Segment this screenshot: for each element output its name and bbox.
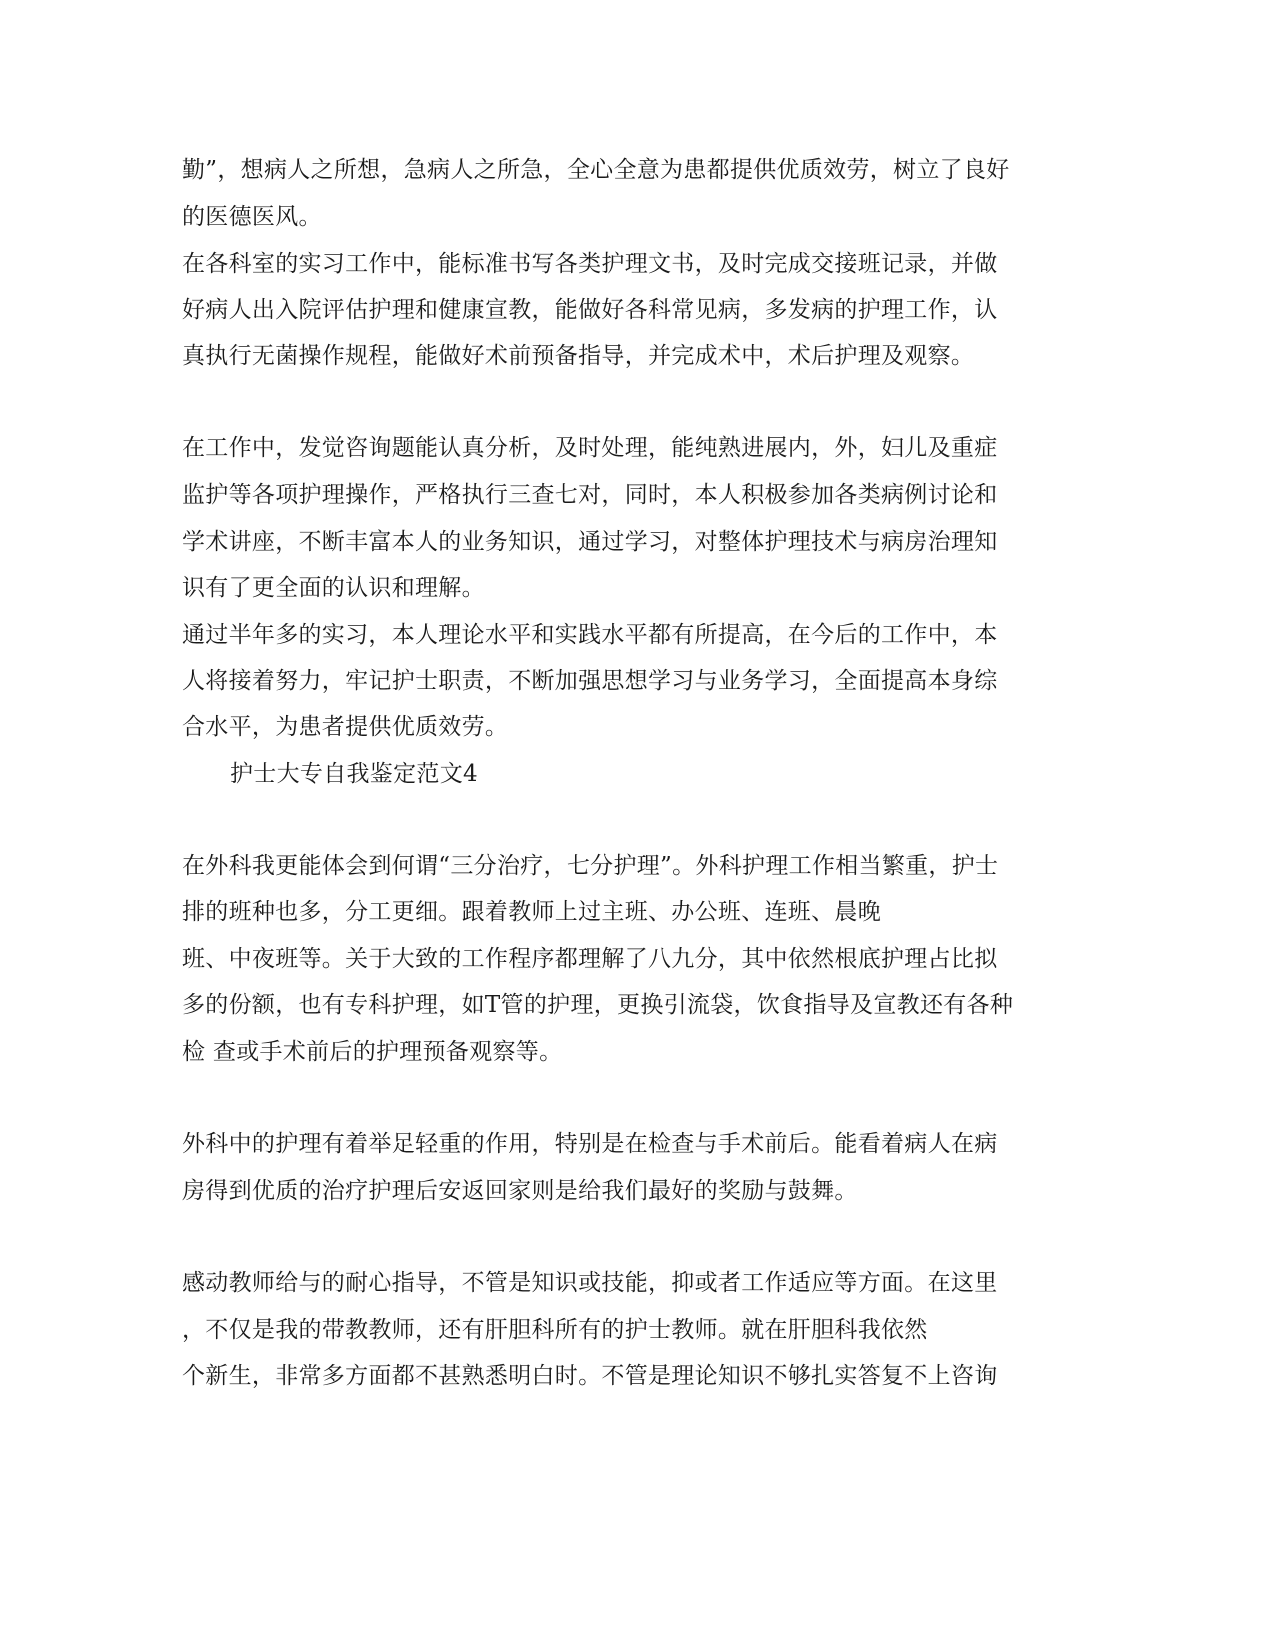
text-line: 感动教师给与的耐心指导，不管是知识或技能，抑或者工作适应等方面。在这里	[182, 1270, 998, 1296]
text-line: 的医德医风。	[182, 204, 322, 230]
text-line: 人将接着努力，牢记护士职责，不断加强思想学习与业务学习，全面提高本身综	[182, 668, 998, 694]
text-line: 学术讲座，不断丰富本人的业务知识，通过学习，对整体护理技术与病房治理知	[182, 529, 998, 555]
text-line: 多的份额，也有专科护理，如T管的护理，更换引流袋，饮食指导及宣教还有各种	[182, 992, 1014, 1018]
text-line: 班、中夜班等。关于大致的工作程序都理解了八九分，其中依然根底护理占比拟	[182, 946, 998, 972]
text-line: 勤”，想病人之所想，急病人之所急，全心全意为患都提供优质效劳，树立了良好	[182, 157, 1010, 183]
text-line: 合水平，为患者提供优质效劳。	[182, 714, 509, 740]
text-line: 在各科室的实习工作中，能标准书写各类护理文书，及时完成交接班记录，并做	[182, 251, 998, 277]
text-line: 监护等各项护理操作，严格执行三查七对，同时，本人积极参加各类病例讨论和	[182, 482, 998, 508]
text-line: 真执行无菌操作规程，能做好术前预备指导，并完成术中，术后护理及观察。	[182, 343, 975, 369]
text-line: ，不仅是我的带教教师，还有肝胆科所有的护士教师。就在肝胆科我依然	[182, 1317, 928, 1343]
text-line: 外科中的护理有着举足轻重的作用，特别是在检查与手术前后。能看着病人在病	[182, 1131, 998, 1157]
text-line: 在外科我更能体会到何谓“三分治疗，七分护理”。外科护理工作相当繁重，护士	[182, 853, 999, 879]
text-line: 检 查或手术前后的护理预备观察等。	[182, 1039, 563, 1065]
text-line: 好病人出入院评估护理和健康宣教，能做好各科常见病，多发病的护理工作，认	[182, 297, 998, 323]
text-line: 通过半年多的实习，本人理论水平和实践水平都有所提高，在今后的工作中，本	[182, 622, 998, 648]
section-heading: 护士大专自我鉴定范文4	[230, 761, 478, 787]
text-line: 房得到优质的治疗护理后安返回家则是给我们最好的奖励与鼓舞。	[182, 1178, 858, 1204]
text-line: 排的班种也多，分工更细。跟着教师上过主班、办公班、连班、晨晚	[182, 899, 881, 925]
text-line: 识有了更全面的认识和理解。	[182, 575, 485, 601]
text-line: 在工作中，发觉咨询题能认真分析，及时处理，能纯熟进展内，外，妇儿及重症	[182, 435, 998, 461]
text-line: 个新生，非常多方面都不甚熟悉明白时。不管是理论知识不够扎实答复不上咨询	[182, 1363, 998, 1389]
